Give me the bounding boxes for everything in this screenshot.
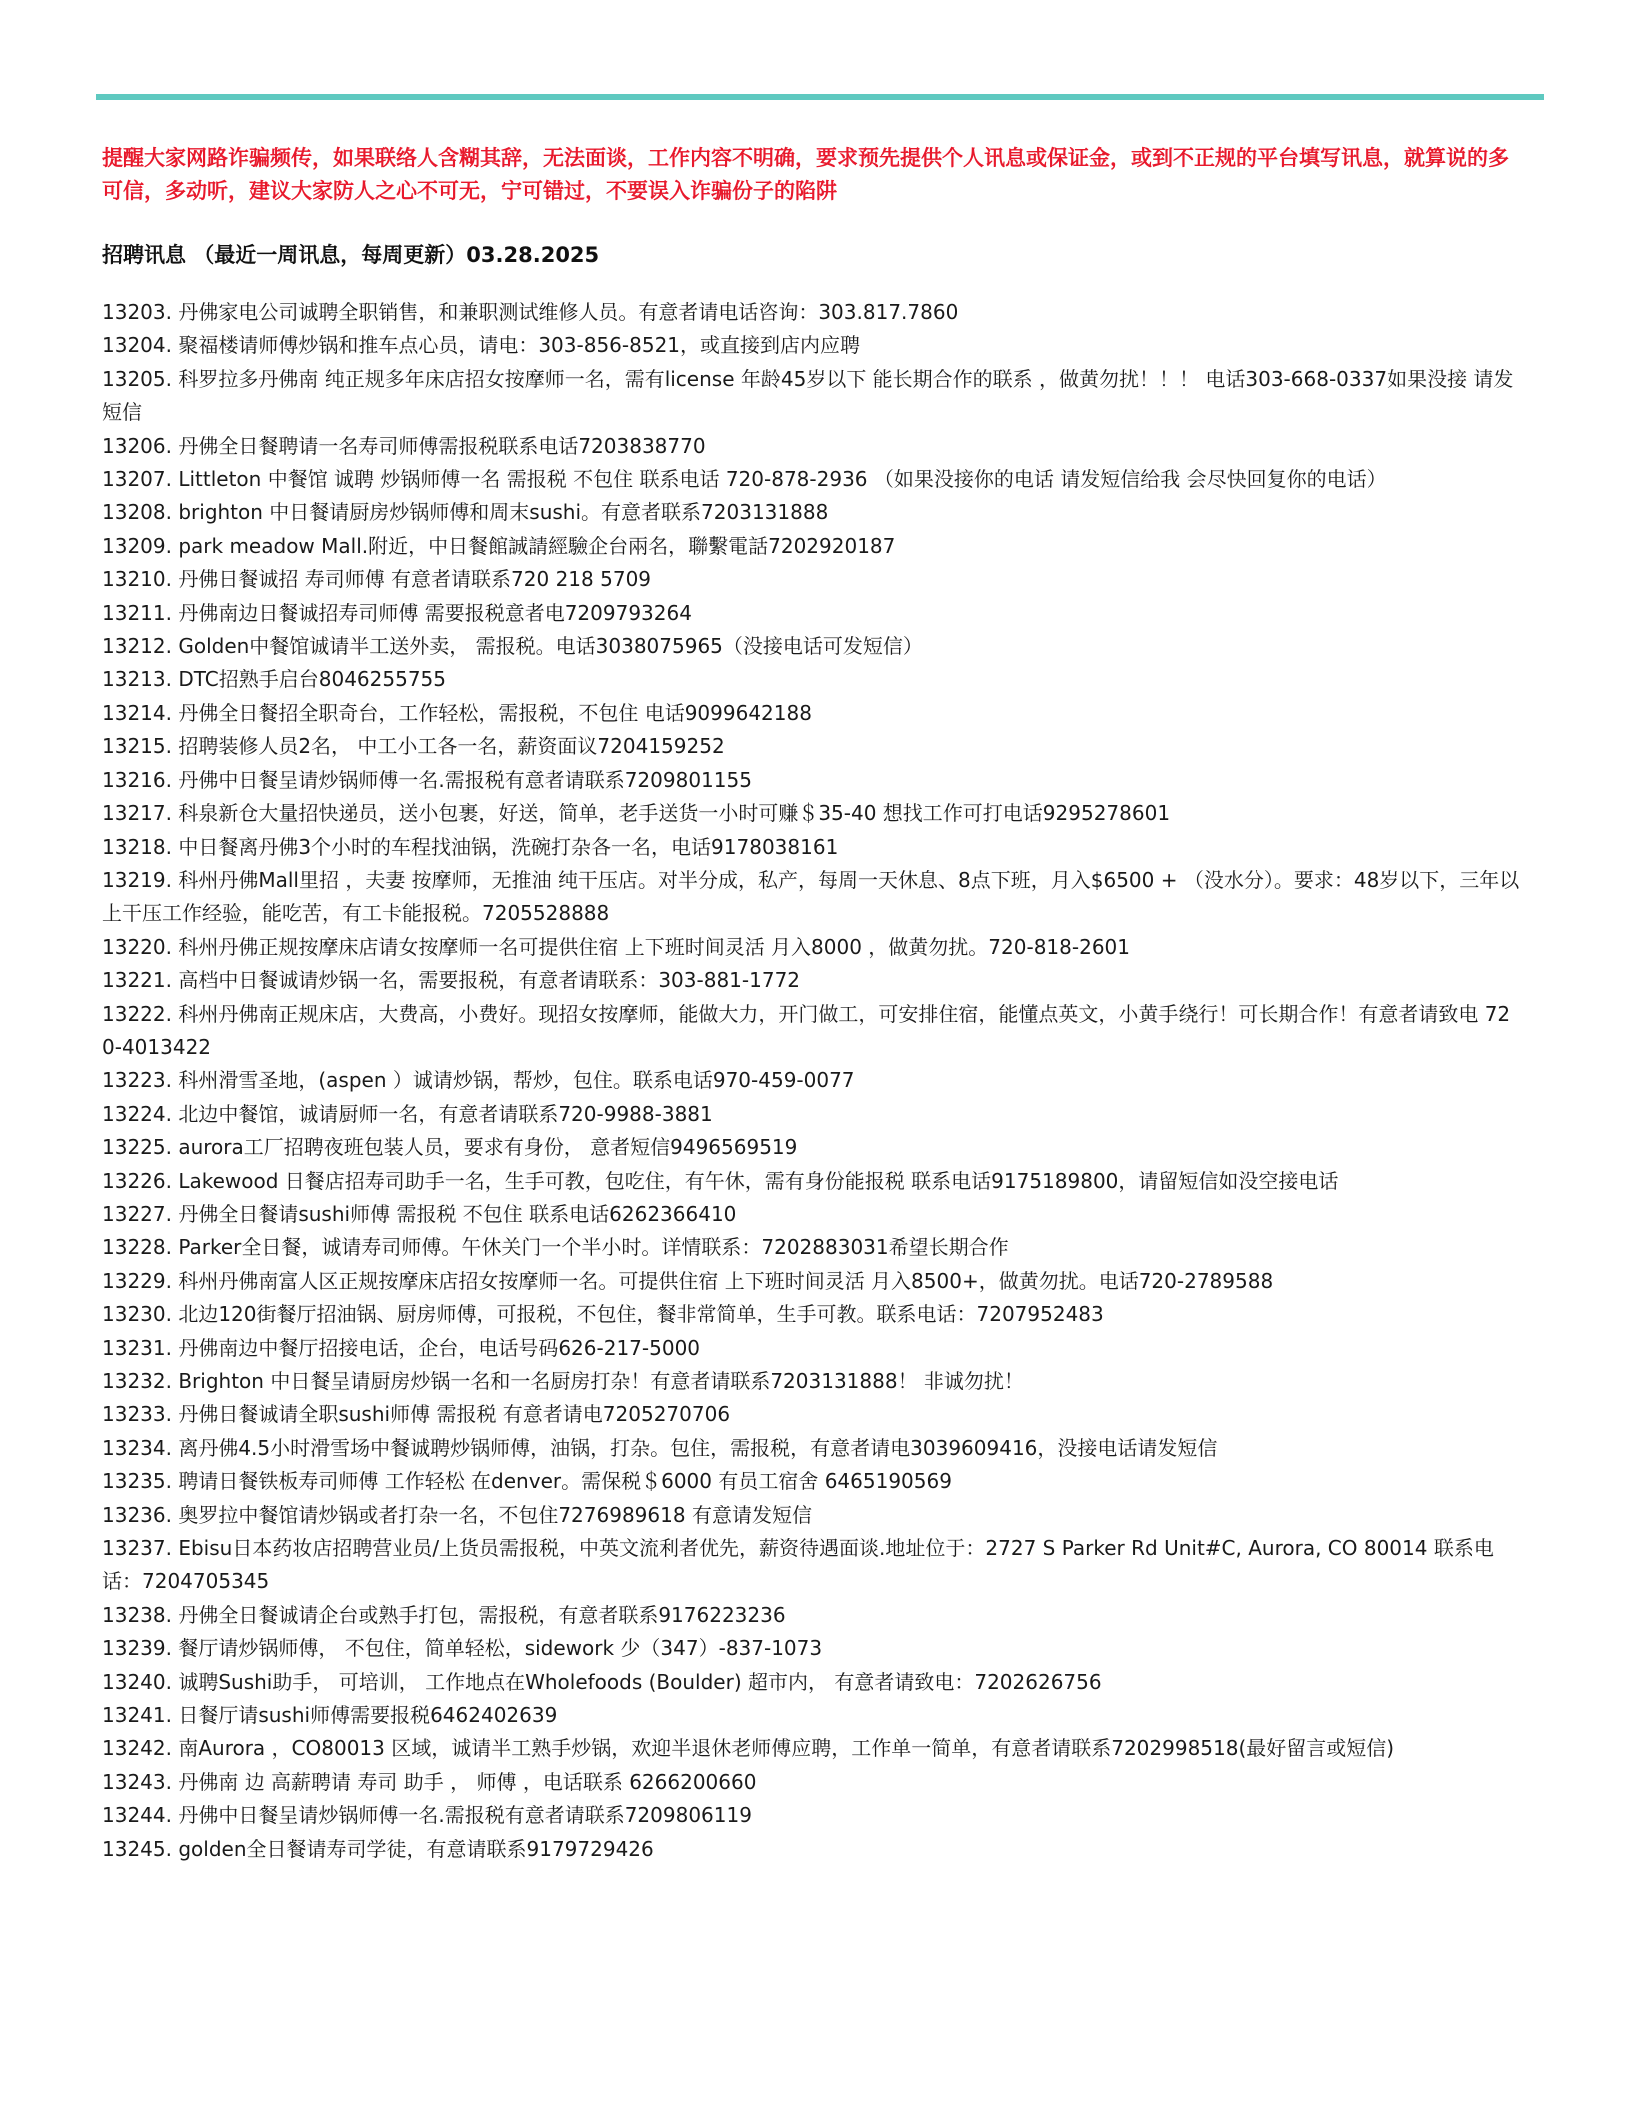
job-listing-item: 13205. 科罗拉多丹佛南 纯正规多年床店招女按摩师一名，需有license 年龄45岁以下 能长期合作的联系 ，做黄勿扰！！！ 电话303-668-0337如果没接 请发短信 bbox=[102, 366, 1514, 425]
fraud-warning: 提醒大家网路诈骗频传，如果联络人含糊其辞，无法面谈，工作内容不明确，要求预先提供个人讯息或保证金，或到不正规的平台填写讯息，就算说的多可信，多动听，建议大家防人之心不可无，宁可错过，不要误入诈骗份子的陷阱 bbox=[102, 146, 1509, 203]
job-listing-item: 13223. 科州滑雪圣地，(aspen ）诚请炒锅，帮炒，包住。联系电话970-459-0077 bbox=[102, 1068, 855, 1093]
job-listing-item: 13224. 北边中餐馆，诚请厨师一名，有意者请联系720-9988-3881 bbox=[102, 1101, 713, 1126]
job-listing-item: 13236. 奥罗拉中餐馆请炒锅或者打杂一名，不包住7276989618 有意请发短信 bbox=[102, 1502, 812, 1527]
job-listing-item: 13218. 中日餐离丹佛3个小时的车程找油锅，洗碗打杂各一名，电话9178038161 bbox=[102, 834, 839, 859]
job-listing-item: 13211. 丹佛南边日餐诚招寿司师傅 需要报税意者电7209793264 bbox=[102, 600, 692, 625]
job-listing-item: 13232. Brighton 中日餐呈请厨房炒锅一名和一名厨房打杂！有意者请联系7203131888！ 非诚勿扰！ bbox=[102, 1369, 1024, 1393]
job-listing-item: 13213. DTC招熟手启台8046255755 bbox=[102, 667, 446, 692]
job-listing-item: 13233. 丹佛日餐诚请全职sushi师傅 需报税 有意者请电7205270706 bbox=[102, 1402, 731, 1427]
job-listing-item: 13227. 丹佛全日餐请sushi师傅 需报税 不包住 联系电话6262366410 bbox=[102, 1201, 737, 1226]
job-listing-item: 13238. 丹佛全日餐诚请企台或熟手打包，需报税，有意者联系9176223236 bbox=[102, 1602, 786, 1627]
job-listing-item: 13226. Lakewood 日餐店招寿司助手一名，生手可教，包吃住，有午休，需有身份能报税 联系电话9175189800，请留短信如没空接电话 bbox=[102, 1168, 1339, 1193]
job-listing-item: 13206. 丹佛全日餐聘请一名寿司师傅需报税联系电话7203838770 bbox=[102, 433, 706, 458]
job-listing-item: 13209. park meadow Mall.附近，中日餐館誠請經驗企台兩名，聯繫電話7202920187 bbox=[102, 533, 896, 558]
job-listing-item: 13217. 科泉新仓大量招快递员，送小包裹，好送，简单，老手送货一小时可赚＄35-40 想找工作可打电话9295278601 bbox=[102, 801, 1171, 826]
job-listing-item: 13241. 日餐厅请sushi师傅需要报税6462402639 bbox=[102, 1703, 558, 1728]
job-listing-item: 13216. 丹佛中日餐呈请炒锅师傅一名.需报税有意者请联系7209801155 bbox=[102, 767, 752, 792]
job-listing-item: 13215. 招聘装修人员2名， 中工小工各一名，薪资面议7204159252 bbox=[102, 734, 725, 759]
job-listings bbox=[102, 296, 1522, 1866]
job-listing-item: 13214. 丹佛全日餐招全职奇台，工作轻松，需报税，不包住 电话9099642188 bbox=[102, 700, 812, 725]
job-listing-item: 13222. 科州丹佛南正规床店，大费高，小费好。现招女按摩师，能做大力，开门做工，可安排住宿，能懂点英文，小黄手绕行！可长期合作！有意者请致电 720-4013422 bbox=[102, 1001, 1511, 1059]
job-listing-item: 13239. 餐厅请炒锅师傅， 不包住，简单轻松，sidework 少（347）-837-1073 bbox=[102, 1636, 823, 1661]
job-listing-item: 13245. golden全日餐请寿司学徒，有意请联系9179729426 bbox=[102, 1836, 654, 1861]
job-listing-item: 13237. Ebisu日本药妆店招聘营业员/上货员需报税，中英文流利者优先，薪资待遇面谈.地址位于：2727 S Parker Rd Unit#C, Aurora, CO 80014 联系电话：7204705345 bbox=[102, 1536, 1494, 1594]
job-listing-item: 13210. 丹佛日餐诚招 寿司师傅 有意者请联系720 218 5709 bbox=[102, 567, 652, 592]
job-listing-item: 13208. brighton 中日餐请厨房炒锅师傅和周末sushi。有意者联系7203131888 bbox=[102, 500, 829, 525]
page-content bbox=[102, 142, 1522, 1866]
job-listing-item: 13235. 聘请日餐铁板寿司师傅 工作轻松 在denver。需保税＄6000 有员工宿舍 6465190569 bbox=[102, 1469, 952, 1494]
job-listing-item: 13203. 丹佛家电公司诚聘全职销售，和兼职测试维修人员。有意者请电话咨询：303.817.7860 bbox=[102, 300, 959, 324]
top-divider-rule bbox=[96, 94, 1544, 100]
job-listing-item: 13225. aurora工厂招聘夜班包装人员，要求有身份， 意者短信9496569519 bbox=[102, 1135, 798, 1160]
job-listing-item: 13221. 高档中日餐诚请炒锅一名，需要报税，有意者请联系：303-881-1772 bbox=[102, 968, 801, 993]
job-listing-item: 13242. 南Aurora ，CO80013 区域，诚请半工熟手炒锅，欢迎半退休老师傅应聘，工作单一简单，有意者请联系7202998518(最好留言或短信) bbox=[102, 1736, 1395, 1761]
job-listing-item: 13229. 科州丹佛南富人区正规按摩床店招女按摩师一名。可提供住宿 上下班时间灵活 月入8500+，做黄勿扰。电话720-2789588 bbox=[102, 1268, 1274, 1293]
job-listing-item: 13244. 丹佛中日餐呈请炒锅师傅一名.需报税有意者请联系7209806119 bbox=[102, 1803, 752, 1828]
job-listing-item: 13240. 诚聘Sushi助手， 可培训， 工作地点在Wholefoods (Boulder) 超市内， 有意者请致电：7202626756 bbox=[102, 1669, 1102, 1694]
job-listing-item: 13243. 丹佛南 边 高薪聘请 寿司 助手 ， 师傅 ，电话联系 6266200660 bbox=[102, 1769, 757, 1794]
job-listing-item: 13207. Littleton 中餐馆 诚聘 炒锅师傅一名 需报税 不包住 联系电话 720-878-2936 （如果没接你的电话 请发短信给我 会尽快回复你的电话） bbox=[102, 467, 1387, 492]
section-title: 招聘讯息 （最近一周讯息，每周更新）03.28.2025 bbox=[102, 243, 600, 267]
job-listing-item: 13234. 离丹佛4.5小时滑雪场中餐诚聘炒锅师傅，油锅，打杂。包住，需报税，有意者请电3039609416，没接电话请发短信 bbox=[102, 1435, 1218, 1460]
job-listing-item: 13231. 丹佛南边中餐厅招接电话，企台，电话号码626-217-5000 bbox=[102, 1335, 701, 1360]
job-listing-item: 13228. Parker全日餐，诚请寿司师傅。午休关门一个半小时。详情联系：7202883031希望长期合作 bbox=[102, 1235, 1009, 1260]
job-listing-item: 13219. 科州丹佛Mall里招 ，夫妻 按摩师，无推油 纯干压店。对半分成，私产，每周一天休息、8点下班，月入$6500 + （没水分）。要求：48岁以下，三年以上干压工作经验，能吃苦，有工卡能报税。7205528888 bbox=[102, 867, 1520, 926]
job-listing-item: 13220. 科州丹佛正规按摩床店请女按摩师一名可提供住宿 上下班时间灵活 月入8000 ，做黄勿扰。720-818-2601 bbox=[102, 934, 1130, 959]
job-listing-item: 13212. Golden中餐馆诚请半工送外卖， 需报税。电话3038075965（没接电话可发短信） bbox=[102, 634, 923, 659]
job-listing-item: 13230. 北边120街餐厅招油锅、厨房师傅，可报税，不包住，餐非常简单，生手可教。联系电话：7207952483 bbox=[102, 1302, 1104, 1327]
job-listing-item: 13204. 聚福楼请师傅炒锅和推车点心员，请电：303-856-8521，或直接到店内应聘 bbox=[102, 333, 861, 358]
